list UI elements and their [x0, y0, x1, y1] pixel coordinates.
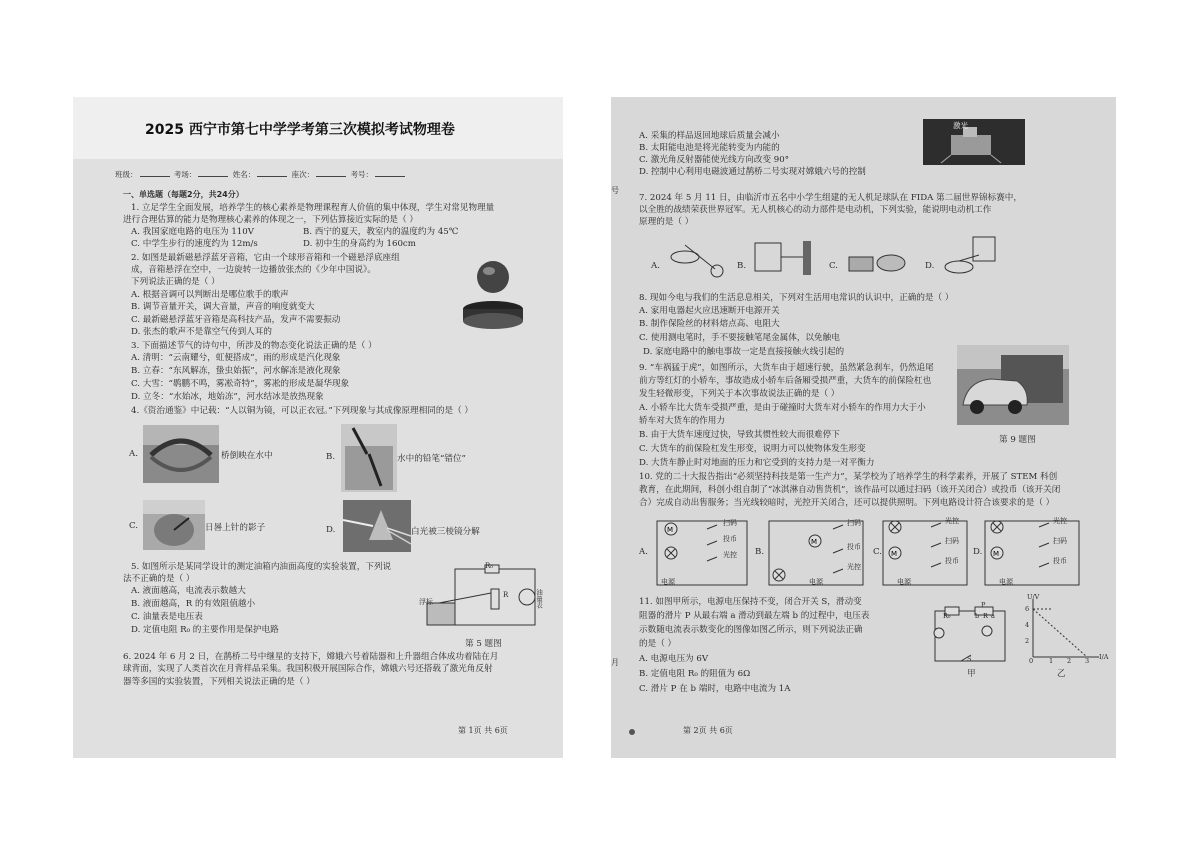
svg-text:M: M: [667, 526, 674, 534]
q11-line: 示数随电流表示数变化的图像如图乙所示，则下列说法正确: [639, 625, 863, 635]
q11-label-b: b: [975, 612, 980, 620]
q7-option-c: C.: [829, 261, 839, 271]
q10-option-d: D.: [973, 547, 983, 557]
q10-option-c: C.: [873, 547, 883, 557]
q4-option-a-letter: A.: [129, 449, 138, 459]
label-power: 电源: [897, 578, 911, 586]
q6-line: 球背面，实现了人类首次在月背样品采集。我国积极开展国际合作，嫦娥六号还搭载了激光角反射: [123, 664, 493, 674]
q11-ytick: 4: [1025, 621, 1030, 629]
q7-line: 7. 2024 年 5 月 11 日，由临沂市五名中小学生组建的无人机足球队在 FIDA 第二届世界锦标赛中，: [639, 193, 1022, 203]
q11-label-r0: R₀: [943, 612, 951, 620]
q3-option-b: B. 立春：“东风解冻，蛰虫始振”，河水解冻是液化现象: [131, 366, 341, 376]
q4-option-a-label: 桥倒映在水中: [221, 451, 273, 461]
label-light: 光控: [945, 517, 959, 525]
q2-line: 下列说法正确的是（ ）: [131, 277, 220, 287]
q7-figure-d: [939, 235, 1001, 279]
q9-option-c: C. 大货车的前保险杠发生形变，说明力可以使物体发生形变: [639, 444, 866, 454]
q2-line: 2. 如图是最新磁悬浮蓝牙音箱，它由一个球形音箱和一个磁悬浮底座组: [131, 253, 400, 263]
prism-image: [343, 500, 411, 552]
section-heading: 一、单选题（每题2分，共24分）: [123, 190, 244, 199]
q5-label-r: R: [503, 591, 509, 599]
q11-xtick: 1: [1049, 657, 1054, 665]
q9-figure-caption: 第 9 题图: [999, 435, 1036, 445]
q6-option-c: C. 激光角反射器能使光线方向改变 90°: [639, 155, 790, 165]
q4-option-c-label: 日晷上针的影子: [205, 523, 266, 533]
punch-hole-dot: [629, 729, 635, 735]
q6-option-b: B. 太阳能电池是将光能转变为内能的: [639, 143, 780, 153]
q3-line: 3. 下面描述节气的诗句中，所涉及的物态变化说法正确的是（ ）: [131, 341, 377, 351]
q11-ytick: 2: [1025, 637, 1030, 645]
q11-xtick: 2: [1067, 657, 1072, 665]
q10-circuit-c: [881, 517, 971, 589]
label-light: 光控: [723, 551, 737, 559]
label-light: 光控: [1053, 517, 1067, 525]
svg-text:M: M: [993, 550, 1000, 558]
q1-line: 进行合理估算的能力是物理核心素养的体现之一，下列估算接近实际的是（ ）: [123, 215, 418, 225]
q4-option-c-letter: C.: [129, 521, 139, 531]
q5-option-a: A. 液面越高，电流表示数越大: [131, 586, 246, 596]
q3-option-a: A. 清明：“云南耀兮，虹便搭成”，雨的形成是汽化现象: [131, 353, 341, 363]
q6-option-a: A. 采集的样品返回地球后质量会减小: [639, 131, 780, 141]
q11-label-p: P: [981, 601, 986, 609]
q7-figure-a: [665, 237, 727, 279]
label-coin: 投币: [847, 543, 861, 551]
q7-option-a: A.: [651, 261, 660, 271]
q11-line: 的是（ ）: [639, 639, 677, 649]
q3-option-c: C. 大雪：“鹖鹏不鸣，雾凇奇特”，雾凇的形成是凝华现象: [131, 379, 350, 389]
car-accident-image: [957, 345, 1069, 425]
q9-line: 9. “车祸猛于虎”，如图所示，大货车由于超速行驶，虽然紧急刹车，仍然追尾: [639, 363, 934, 373]
exam-page-1: [73, 97, 563, 758]
q10-circuit-d: [983, 517, 1083, 589]
q1-option-d: D. 初中生的身高约为 160cm: [303, 239, 416, 249]
q2-option-b: B. 调节音量开关，调大音量，声音的响度就变大: [131, 302, 315, 312]
q11-line: 11. 如图甲所示，电源电压保持不变，闭合开关 S，滑动变: [639, 597, 862, 607]
q5-option-c: C. 油量表是电压表: [131, 612, 203, 622]
q9-option-b: B. 由于大货车速度过快，导致其惯性较大而很难停下: [639, 430, 840, 440]
q11-option-c: C. 滑片 P 在 b 端时，电路中电流为 1A: [639, 684, 791, 694]
q5-line: 5. 如图所示是某同学设计的测定油箱内油面高度的实验装置，下列说: [131, 562, 392, 572]
q11-label-r: R: [983, 612, 988, 620]
q6-line: 器等多国的实验装置，下列相关说法正确的是（ ）: [123, 677, 315, 687]
q11-label-s: S: [967, 655, 972, 663]
speaker-image: [457, 257, 529, 329]
label-coin: 投币: [723, 535, 737, 543]
exam-title: 2025 西宁市第七中学学考第三次模拟考试物理卷: [145, 122, 455, 138]
q5-figure-caption: 第 5 题图: [465, 639, 502, 649]
q9-line: 前方等红灯的小轿车，事故造成小轿车后备厢受损严重，大货车的前保险杠也: [639, 376, 932, 386]
label-scan: 扫码: [1053, 537, 1067, 545]
q2-line: 成，音箱悬浮在空中，一边旋转一边播放张杰的《少年中国说》。: [131, 265, 376, 275]
q2-option-d: D. 张杰的歌声不是靠空气传到人耳的: [131, 327, 272, 337]
q8-option-a: A. 家用电器起火应迅速断开电源开关: [639, 306, 780, 316]
pencil-in-water-image: [341, 424, 397, 492]
q7-line: 原理的是（ ）: [639, 217, 694, 227]
q4-line: 4.《资治通鉴》中记载：“人以铜为镜，可以正衣冠。”下列现象与其成像原理相同的是（ ）: [131, 406, 473, 416]
label-power: 电源: [661, 578, 675, 586]
q4-option-d-letter: D.: [326, 525, 336, 535]
q3-option-d: D. 立冬：“水始冰，地始冻”，河水结冰是放热现象: [131, 392, 324, 402]
q11-graph-yi: [1023, 595, 1103, 665]
q11-xlabel: I/A: [1099, 653, 1109, 661]
q8-option-c: C. 使用测电笔时，手不要接触笔尾金属体，以免触电: [639, 333, 840, 343]
q7-figure-b: [751, 237, 821, 279]
label-scan: 扫码: [723, 519, 737, 527]
q11-option-a: A. 电源电压为 6V: [639, 654, 709, 664]
q8-line: 8. 现如今电与我们的生活息息相关，下列对生活用电常识的认识中，正确的是（ ）: [639, 293, 954, 303]
q7-option-b: B.: [737, 261, 747, 271]
q1-option-b: B. 西宁的夏天，教室内的温度约为 45℃: [303, 227, 459, 237]
q5-label-gauge: 油量表: [535, 589, 543, 609]
q4-option-b-letter: B.: [326, 452, 336, 462]
q11-ylabel: U/V: [1027, 593, 1040, 601]
q9-option-a: A. 小轿车比大货车受损严重，是由于碰撞时大货车对小轿车的作用力大于小: [639, 403, 926, 413]
laser-label: 激光: [953, 121, 968, 130]
label-coin: 投币: [1053, 557, 1067, 565]
label-coin: 投币: [945, 557, 959, 565]
q10-option-a: A.: [639, 547, 648, 557]
sundial-image: [143, 500, 205, 550]
lunar-lander-image: [923, 119, 1025, 165]
label-scan: 扫码: [945, 537, 959, 545]
q11-xtick: 0: [1029, 657, 1034, 665]
q6-option-d: D. 控制中心利用电磁波通过鹊桥二号实现对嫦娥六号的控制: [639, 167, 866, 177]
label-power: 电源: [999, 578, 1013, 586]
q6-line: 6. 2024 年 6 月 2 日，在鹊桥二号中继星的支持下，嫦娥六号着陆器和上升器组合体成功着陆在月: [123, 652, 499, 662]
q7-option-d: D.: [925, 261, 935, 271]
q11-caption-yi: 乙: [1057, 669, 1066, 679]
exam-page-2: [611, 97, 1116, 758]
q11-ytick: 6: [1025, 605, 1030, 613]
label-light: 光控: [847, 563, 861, 571]
svg-text:M: M: [811, 538, 818, 546]
q2-option-a: A. 根据音调可以判断出是哪位歌手的歌声: [131, 290, 289, 300]
q4-option-b-label: 水中的铅笔“错位”: [397, 454, 466, 464]
label-power: 电源: [809, 578, 823, 586]
q10-line: 教育，在此期间，科创小组自制了“冰淇淋自动售货机”，该作品可以通过扫码（该开关闭合）或投币（该开关闭: [639, 485, 1061, 495]
svg-text:M: M: [891, 550, 898, 558]
q5-label-float: 浮标: [419, 598, 433, 606]
q8-option-b: B. 制作保险丝的材料熔点高、电阻大: [639, 319, 780, 329]
q10-option-b: B.: [755, 547, 765, 557]
q7-figure-c: [843, 243, 909, 277]
q2-option-c: C. 最新磁悬浮蓝牙音箱是高科技产品，发声不需要振动: [131, 315, 341, 325]
q5-label-r0: R₀: [485, 562, 494, 570]
q11-option-b: B. 定值电阻 R₀ 的阻值为 6Ω: [639, 669, 751, 679]
margin-char: 月: [611, 658, 619, 667]
q8-option-d: D. 家庭电路中的触电事故一定是直接接触火线引起的: [643, 347, 845, 357]
q4-option-d-label: 白光被三棱镜分解: [411, 527, 480, 537]
page-2-footer: 第 2页 共 6页: [683, 726, 733, 735]
q5-option-b: B. 液面越高，R 的有效阻值越小: [131, 599, 256, 609]
q11-xtick: 3: [1085, 657, 1090, 665]
q9-option-d: D. 大货车静止时对地面的压力和它受到的支持力是一对平衡力: [639, 458, 875, 468]
student-info-line: 班级： 考场： 姓名： 座次： 考号：: [115, 169, 407, 180]
q9-line: 发生轻微形变，下列关于本次事故说法正确的是（ ）: [639, 389, 840, 399]
q11-label-a: a: [991, 612, 995, 620]
q9-option-a-cont: 轿车对大货车的作用力: [639, 416, 725, 426]
q7-line: 以全胜的战绩荣获世界冠军。无人机核心的动力部件是电动机，下列实验，能说明电动机工作: [639, 205, 992, 215]
q10-line: 10. 党的二十大报告指出“必须坚持科技是第一生产力”，某学校为了培养学生的科学素养，开展了 STEM 科创: [639, 472, 1058, 482]
q1-option-a: A. 我国家庭电路的电压为 110V: [131, 227, 254, 237]
q10-line: 合）完成自动出售服务；当光线较暗时，光控开关闭合，还可以提供照明。下列电路设计符合该要求的是（ ）: [639, 498, 1055, 508]
margin-char: 号: [611, 186, 619, 195]
q11-line: 阻器的滑片 P 从最右端 a 滑动到最左端 b 的过程中，电压表: [639, 611, 870, 621]
q1-line: 1. 立足学生全面发展，培养学生的核心素养是物理课程育人价值的集中体现，学生对常见物理量: [131, 203, 495, 213]
label-scan: 扫码: [847, 519, 861, 527]
q1-option-c: C. 中学生步行的速度约为 12m/s: [131, 239, 258, 249]
q11-caption-jia: 甲: [967, 669, 976, 679]
page-1-footer: 第 1页 共 6页: [458, 726, 508, 735]
bridge-reflection-image: [143, 425, 219, 483]
q5-option-d: D. 定值电阻 R₀ 的主要作用是保护电路: [131, 625, 279, 635]
q5-line: 法不正确的是（ ）: [123, 574, 195, 584]
